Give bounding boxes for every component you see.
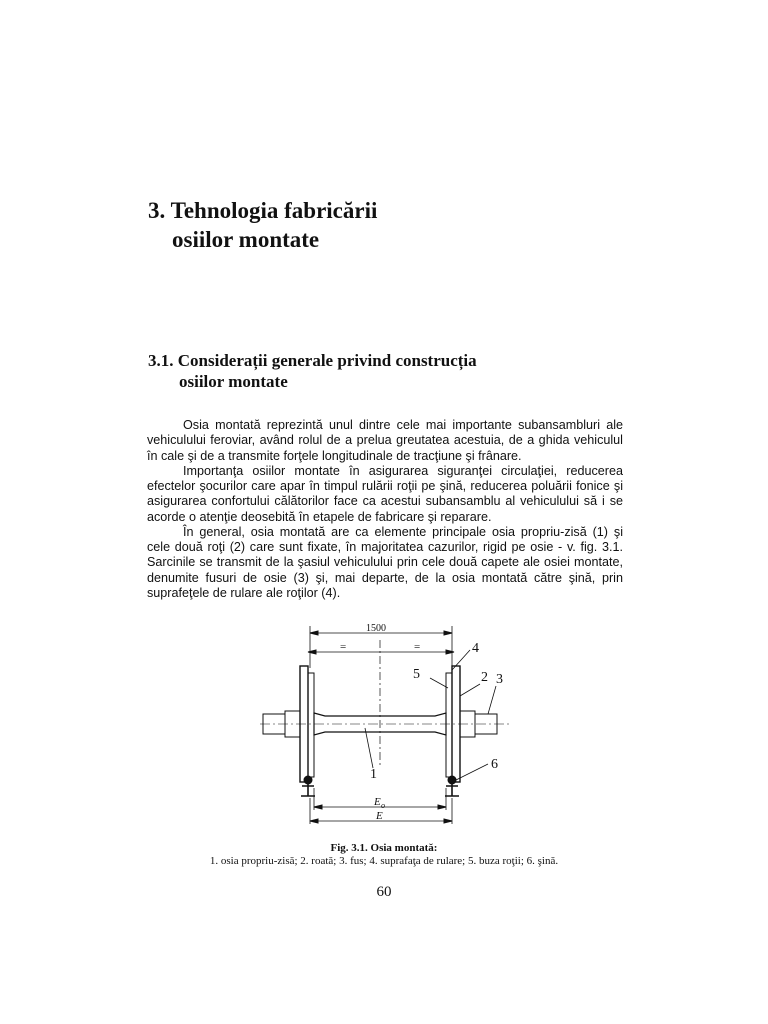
figure-caption-title: Fig. 3.1. Osia montată: — [330, 842, 438, 854]
dimension-label-1500: 1500 — [366, 623, 386, 634]
equal-sign-right: = — [414, 641, 421, 653]
wheelset-diagram — [230, 618, 550, 833]
chapter-title-line2: osiilor montate — [172, 227, 320, 253]
paragraph: Importanţa osiilor montate în asigurarea siguranţei circulaţiei, reducerea efectelor şocurilor care apar în timpul rulării roţii pe şină, reducerea poluării fonice şi asigurarea confortului călătorilor face ca acestui subansamblu al vehiculului să i se acorde o atenţie deosebită în etapele de fabricare şi reparare. — [147, 463, 623, 524]
dimension-label-e: E — [376, 810, 383, 822]
figure-label-3: 3 — [496, 672, 503, 687]
figure-label-2: 2 — [481, 670, 488, 685]
figure-label-6: 6 — [491, 757, 498, 772]
page-number: 60 — [376, 884, 392, 900]
figure-label-5: 5 — [413, 667, 420, 682]
paragraph: Osia montată reprezintă unul dintre cele mai importante subansambluri ale vehiculului feroviar, având rolul de a prelua greutatea acestuia, de a ghida vehiculul în cale şi de a transmite forţele longitudinale de tracţiune şi frânare. — [147, 418, 623, 463]
figure-caption-legend: 1. osia propriu-zisă; 2. roată; 3. fus; 4. suprafaţa de rulare; 5. buza roţii; 6. şină. — [209, 855, 559, 867]
section-title-line1: 3.1. Considerații generale privind construcția — [148, 351, 477, 370]
figure-label-4: 4 — [472, 641, 479, 656]
equal-sign-left: = — [340, 641, 347, 653]
figure-label-1: 1 — [370, 767, 377, 782]
chapter-title — [148, 196, 377, 255]
section-title-line2: osiilor montate — [179, 371, 288, 391]
paragraph: În general, osia montată are ca elemente principale osia propriu-zisă (1) şi cele două roţi (2) care sunt fixate, în majoritatea cazurilor, rigid pe osie - v. fig. 3.1. Sarcinile se transmit de la şasiul vehiculului prin cele două capete ale osiei montate, denumite fusuri de osie (3) şi, mai departe, de la osia montată către şină, prin suprafeţele de rulare ale roţilor (4). — [147, 524, 623, 600]
section-title — [148, 351, 477, 392]
body-text — [147, 418, 623, 601]
chapter-title-line1: 3. Tehnologia fabricării — [148, 198, 378, 223]
dimension-label-eo: E — [374, 796, 381, 808]
dimension-label-eo-subscript: o — [381, 801, 385, 810]
